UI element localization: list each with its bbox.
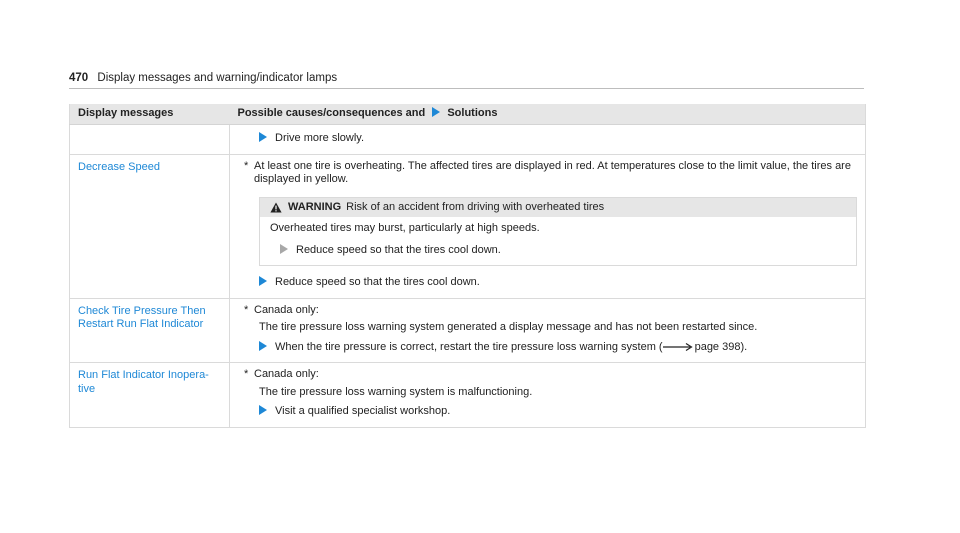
arrow-right-icon	[663, 342, 693, 352]
message-line: Check Tire Pressure Then	[78, 304, 206, 317]
warning-triangle-icon	[270, 202, 282, 213]
bullet-asterisk: *	[244, 159, 249, 172]
detail-text: The tire pressure loss warning system generated a display message and has not been restarted since.	[259, 321, 758, 333]
play-triangle-icon	[259, 276, 267, 286]
warning-title: Risk of an accident from driving with overheated tires	[346, 200, 605, 213]
table-header-row	[70, 104, 866, 125]
message-line: Restart Run Flat Indicator	[78, 318, 204, 330]
page-title: Display messages and warning/indicator lamps	[97, 72, 338, 84]
cause-text: Canada only:	[254, 303, 319, 316]
table-row	[70, 154, 866, 298]
page-number: 470	[69, 72, 89, 84]
cause-text: At least one tire is overheating. The affected tires are displayed in red. At temperatures close to the limit value, the tires are displayed in yellow.	[254, 159, 851, 185]
play-triangle-icon	[259, 341, 267, 351]
message-line: tive	[78, 382, 96, 395]
step-text: Reduce speed so that the tires cool down.	[275, 276, 480, 288]
warning-step-text: Reduce speed so that the tires cool down.	[296, 243, 501, 256]
warning-body	[260, 217, 856, 265]
message-line: Run Flat Indicator Inopera-	[78, 369, 209, 381]
cause-item	[238, 160, 857, 187]
play-triangle-icon	[432, 107, 440, 117]
col-header-causes-solutions	[230, 104, 866, 125]
message-run-flat-inoperative	[70, 363, 230, 428]
step-item	[238, 341, 857, 355]
message-decrease-speed: Decrease Speed	[70, 154, 230, 298]
cause-item	[238, 304, 857, 318]
step-item	[238, 132, 857, 146]
step-text: When the tire pressure is correct, restart the tire pressure loss warning system (	[275, 340, 663, 353]
step-text: Visit a qualified specialist workshop.	[275, 405, 451, 417]
col-header-display-messages: Display messages	[70, 104, 230, 125]
cause-cell	[230, 363, 866, 428]
col-header-suffix: Solutions	[447, 107, 498, 120]
step-item	[238, 276, 857, 290]
top-step-cell	[230, 125, 866, 155]
col-header-prefix: Possible causes/consequences and	[237, 107, 426, 120]
message-check-tire-pressure	[70, 298, 230, 363]
warning-step	[270, 244, 846, 258]
step-item	[238, 405, 857, 419]
table-row	[70, 363, 866, 428]
cause-cell	[230, 298, 866, 363]
warning-box	[259, 197, 857, 267]
cause-text: Canada only:	[254, 368, 319, 380]
step-text: Drive more slowly.	[275, 132, 365, 144]
detail-text: The tire pressure loss warning system is malfunctioning.	[259, 385, 533, 398]
bullet-asterisk: *	[244, 303, 249, 316]
warning-label: WARNING	[288, 200, 342, 213]
bullet-asterisk: *	[244, 368, 249, 380]
play-triangle-icon	[259, 132, 267, 142]
warning-body-text: Overheated tires may burst, particularly at high speeds.	[270, 222, 540, 234]
page-reference-link[interactable]: page 398).	[694, 340, 748, 353]
play-triangle-icon	[259, 405, 267, 415]
cause-cell	[230, 154, 866, 298]
play-triangle-icon	[280, 244, 288, 254]
warning-header	[260, 198, 856, 218]
table-row	[70, 298, 866, 363]
table-row	[70, 125, 866, 155]
empty-cell	[70, 125, 230, 155]
cause-item	[238, 368, 857, 382]
display-messages-table	[69, 104, 866, 428]
page-header	[69, 72, 864, 89]
